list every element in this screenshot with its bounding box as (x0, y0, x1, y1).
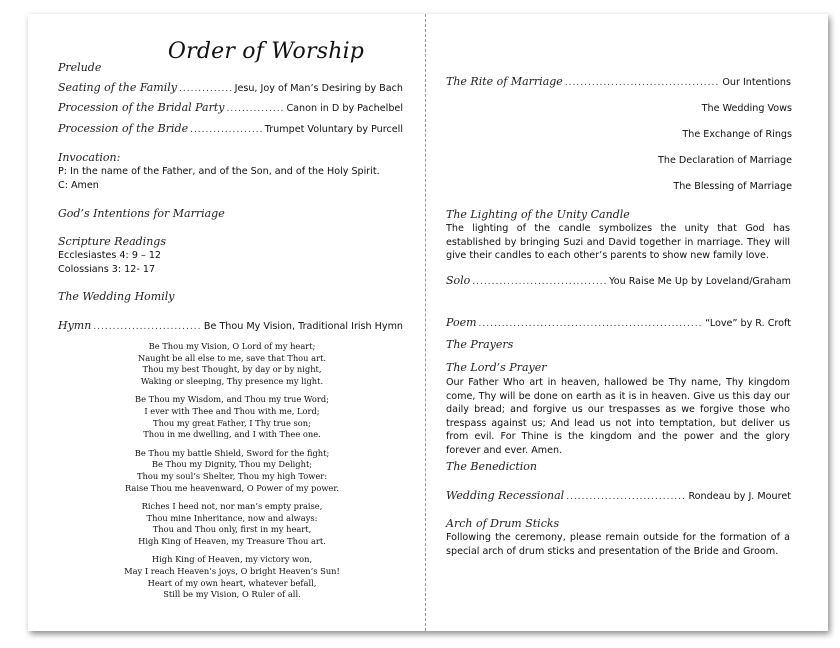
bride-row (58, 122, 403, 135)
leader-dots (190, 125, 263, 135)
hymn-lyrics (58, 341, 406, 608)
lyric-line: Thou mine Inheritance, now and always: (146, 512, 318, 523)
rite-item-vows: The Wedding Vows (701, 103, 792, 114)
stanza (58, 394, 406, 441)
lyric-line: Be Thou my battle Shield, Sword for the fight; (134, 447, 330, 458)
stanza (58, 554, 406, 601)
invocation-pastor: P: In the name of the Father, and of the Son, and of the Holy Spirit. (58, 166, 380, 177)
leader-dots (93, 322, 202, 332)
intentions-label: God’s Intentions for Marriage (58, 207, 225, 220)
poem-name: Poem (446, 316, 477, 329)
unity-candle-text: The lighting of the candle symbolizes the unity that God has established by bringing Suzi and David together in marriage. They will give their candles to each other’s parents to show new family love. (446, 223, 790, 261)
lyric-line: Thou my great Father, I Thy true son; (153, 417, 311, 428)
lyric-line: Be Thou my Dignity, Thou my Delight; (151, 459, 313, 470)
leader-dots (565, 78, 721, 88)
lyric-line: Naught be all else to me, save that Thou art. (137, 352, 327, 363)
bridal-party-value: Canon in D by Pachelbel (286, 103, 403, 114)
rite-item-blessing: The Blessing of Marriage (673, 181, 792, 192)
unity-candle-label: The Lighting of the Unity Candle (446, 208, 630, 221)
scripture-reading-2: Colossians 3: 12- 17 (58, 264, 156, 275)
hymn-name: Hymn (58, 319, 92, 332)
scripture-label: Scripture Readings (58, 235, 166, 248)
hymn-row (58, 319, 403, 332)
homily-label: The Wedding Homily (58, 290, 175, 303)
fold-line (425, 14, 426, 631)
leader-dots (227, 104, 285, 114)
lyric-line: Thou my best Thought, by day or by night, (142, 364, 322, 375)
lyric-line: Be Thou my Wisdom, and Thou my true Word; (135, 394, 329, 405)
lyric-line: Still be my Vision, O Ruler of all. (163, 589, 301, 600)
leader-dots (179, 84, 233, 94)
bridal-party-row (58, 101, 403, 114)
lyric-line: Thou in me dwelling, and I with Thee one. (143, 429, 321, 440)
stanza (58, 341, 406, 388)
lyric-line: Riches I heed not, nor man’s empty praise, (141, 500, 323, 511)
recessional-value: Rondeau by J. Mouret (688, 491, 791, 502)
rite-item-rings: The Exchange of Rings (682, 129, 792, 140)
seating-row (58, 81, 403, 94)
solo-value: You Raise Me Up by Loveland/Graham (609, 276, 791, 287)
leader-dots (479, 319, 704, 329)
lyric-line: High King of Heaven, my victory won, (151, 554, 313, 565)
bride-value: Trumpet Voluntary by Purcell (264, 124, 403, 135)
lyric-line: Thou and Thou only, first in my heart, (152, 524, 312, 535)
drum-sticks-label: Arch of Drum Sticks (446, 517, 560, 530)
seating-value: Jesu, Joy of Man’s Desiring by Bach (234, 83, 403, 94)
recessional-name: Wedding Recessional (446, 489, 565, 502)
solo-row (446, 274, 791, 287)
lords-prayer-text: Our Father Who art in heaven, hallowed be Thy name, Thy kingdom come, Thy will be done on earth as it is in heaven. Give us this day our daily bread; and forgive us our trespasses as we forgive those who trespass against us; And lead us not into temptation, but deliver us from evil. For Thine is the kingdom and the power and the glory forever and ever. Amen. (446, 377, 790, 456)
rite-name: The Rite of Marriage (446, 75, 563, 88)
leader-dots (472, 277, 607, 287)
leader-dots (566, 492, 686, 502)
solo-name: Solo (446, 274, 471, 287)
seating-name: Seating of the Family (58, 81, 177, 94)
prelude-label: Prelude (58, 61, 102, 74)
lyric-line: I ever with Thee and Thou with me, Lord; (144, 406, 320, 417)
lords-prayer-label: The Lord’s Prayer (446, 361, 547, 374)
lyric-line: Heart of my own heart, whatever befall, (147, 577, 317, 588)
prayers-label: The Prayers (446, 338, 514, 351)
lyric-line: Raise Thou me heavenward, O Power of my power. (124, 482, 340, 493)
poem-row (446, 316, 791, 329)
rite-value: Our Intentions (722, 77, 791, 88)
recessional-row (446, 489, 791, 502)
lyric-line: High King of Heaven, my Treasure Thou art. (138, 536, 326, 547)
lyric-line: Be Thou my Vision, O Lord of my heart; (148, 341, 316, 351)
lyric-line: Waking or sleeping, Thy presence my light. (140, 376, 324, 387)
rite-item-declaration: The Declaration of Marriage (658, 155, 792, 166)
poem-value: “Love” by R. Croft (705, 318, 791, 329)
invocation-congregation: C: Amen (58, 180, 99, 191)
bride-name: Procession of the Bride (58, 122, 189, 135)
page-title: Order of Worship (167, 39, 365, 64)
hymn-value: Be Thou My Vision, Traditional Irish Hymn (203, 321, 403, 332)
stanza (58, 448, 406, 495)
stanza (58, 501, 406, 548)
lyric-line: Thou my soul’s Shelter, Thou my high Tower: (137, 471, 327, 482)
rite-row (446, 75, 791, 88)
scripture-reading-1: Ecclesiastes 4: 9 – 12 (58, 250, 162, 261)
drum-sticks-text: Following the ceremony, please remain outside for the formation of a special arch of drum sticks and presentation of the Bride and Groom. (446, 532, 790, 557)
invocation-label: Invocation: (58, 151, 121, 164)
lyric-line: May I reach Heaven’s joys, O bright Heaven’s Sun! (124, 565, 340, 576)
bridal-party-name: Procession of the Bridal Party (58, 101, 225, 114)
program-sheet (28, 14, 828, 631)
benediction-label: The Benediction (446, 460, 537, 473)
